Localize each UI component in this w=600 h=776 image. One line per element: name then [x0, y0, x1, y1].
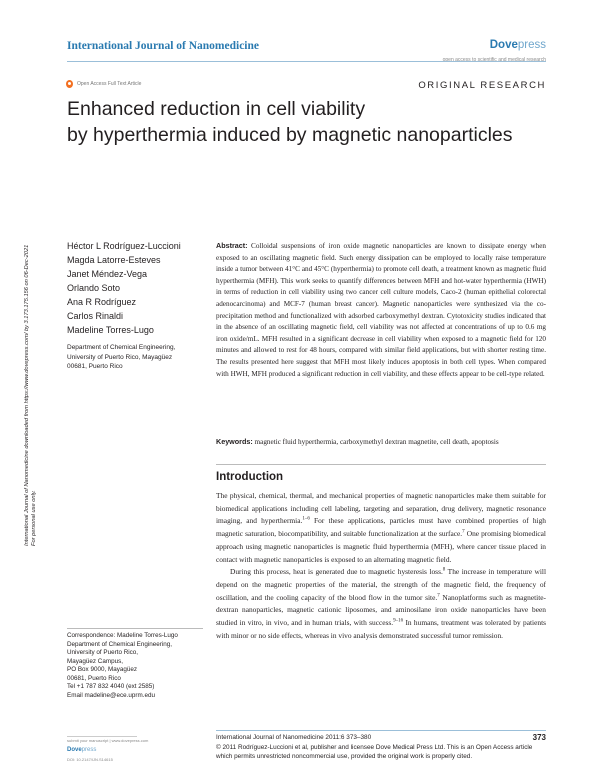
text-run: The physical, chemical, thermal, and mechanical properties of magnetic nanoparticles make them suitable for biomedical applications including cell labeling, targeting and separation, drug delivery, magnetic resonance imaging, and hyperthermia.: [216, 491, 546, 526]
publisher-logo-light: press: [517, 39, 546, 51]
correspondence-line: Department of Chemical Engineering,: [67, 640, 173, 648]
download-stamp: [24, 126, 50, 546]
publisher-tagline: open access to scientific and medical research: [442, 57, 546, 63]
correspondence-divider: [67, 628, 203, 629]
doi[interactable]: DOI: 10.2147/IJN.S14615: [67, 757, 113, 762]
publisher-logo-bold: Dove: [489, 39, 518, 51]
article-title-line-1: Enhanced reduction in cell viability: [67, 98, 366, 120]
abstract-divider: [216, 464, 546, 465]
open-access-badge: [66, 80, 141, 88]
correspondence-line: Mayagüez Campus,: [67, 657, 123, 665]
paragraph: [216, 490, 546, 566]
header-divider: [67, 61, 546, 62]
text-run: During this process, heat is generated due to magnetic hysteresis loss.: [230, 567, 443, 577]
download-stamp-line-2: For personal use only.: [31, 490, 37, 546]
text-run: The increase in temperature will depend on the magnetic properties of the material, the strength of the magnetic field, the frequency of oscillation, and the cooling capacity of the blood flow in the tumor site.: [216, 567, 546, 602]
citation-ref[interactable]: 8: [442, 567, 446, 573]
footer-logo-light: press: [81, 747, 97, 753]
journal-title: International Journal of Nanomedicine: [67, 40, 259, 52]
citation-ref[interactable]: 1–6: [302, 516, 310, 522]
correspondence-line: 00681, Puerto Rico: [67, 674, 121, 682]
keywords: [216, 436, 546, 449]
introduction-body: [216, 490, 546, 642]
correspondence: [67, 632, 207, 700]
author-name: Orlando Soto: [67, 283, 121, 293]
correspondence-line: Tel +1 787 832 4040 (ext 2585): [67, 683, 155, 690]
footer-citation: International Journal of Nanomedicine 2011:6 373–380: [216, 734, 372, 741]
keywords-text: magnetic fluid hyperthermia, carboxymethyl dextran magnetite, cell death, apoptosis: [252, 438, 499, 446]
text-run: For these applications, particles must have combined properties of high magnetic saturation, biocompatibility, and suitable functionalization at the surface.: [216, 516, 547, 539]
download-stamp-line-1: International Journal of Nanomedicine downloaded from https://www.dovepress.com/ by 3.173.175.156 on 06-Dec-2021: [24, 244, 30, 546]
text-run: Nanoplatforms such as magnetite-dextran nanoparticles, magnetic cationic liposomes, and aminosilane iron oxide nanoparticles have been studied in vitro, in vivo, and in human trials, with success.: [216, 592, 546, 628]
section-label: ORIGINAL RESEARCH: [418, 80, 546, 91]
correspondence-line: PO Box 9000, Mayagüez: [67, 666, 138, 673]
correspondence-email[interactable]: Email madeline@ece.uprm.edu: [67, 691, 155, 699]
author-list: [67, 239, 181, 337]
citation-ref[interactable]: 9–16: [393, 618, 404, 624]
author-name: Magda Latorre-Esteves: [67, 255, 161, 265]
abstract-text: Colloidal suspensions of iron oxide magnetic nanoparticles are known to dissipate energy when exposed to an oscillating magnetic field. Such energy dissipation can be employed to locally raise temperature inside a tumor between 41°C and 45°C (hyperthermia) to promote cell death, a treatment known as magnetic fluid hyperthermia (MFH). This work seeks to quantify differences between MFH and hot-water hyperthermia (HWH) in terms of reduction in cell viability using two cancer cell culture models, Caco-2 (human epithelial colorectal adenocarcinoma) and MCF-7 (human breast cancer). Magnetic nanoparticles were synthesized via the co-precipitation method and functionalized with adsorbed carboxymethyl dextran. Cytotoxicity studies indicated that in the absence of an oscillating magnetic field, cell viability was not affected at concentrations of up to 0.6 mg iron oxide/mL. MFH resulted in a significant decrease in cell viability when exposed to a magnetic field for 120 minutes and allowed to rest for 48 hours, compared with similar field applications, but with shorter resting time. The results presented here suggest that MFH most likely induces apoptosis in both cell types. When compared with HWH, MFH produced a significant reduction in cell viability, and these effects appear to be cell-type related.: [216, 242, 546, 378]
abstract-label: Abstract:: [216, 241, 248, 250]
text-run: One promising biomedical approach using magnetic nanoparticles is magnetic fluid hyperthermia (MFH), where cancer tissue placed in contact with magnetic nanoparticles is exposed to an alternating magnetic field.: [216, 529, 546, 564]
license-text: © 2011 Rodríguez-Luccioni et al, publisher and licensee Dove Medical Press Ltd. This is an Open Access article which permits unrestricted noncommercial use, provided the original work is properly cited.: [216, 744, 533, 760]
footer-left-divider: [67, 736, 137, 737]
footer-logo-bold: Dove: [67, 747, 82, 753]
article-title-line-2: by hyperthermia induced by magnetic nanoparticles: [67, 124, 513, 146]
author-name: Héctor L Rodríguez-Luccioni: [67, 241, 181, 251]
correspondence-line: Correspondence: Madeline Torres-Lugo: [67, 632, 178, 639]
page-number: 373: [532, 733, 546, 742]
author-name: Janet Méndez-Vega: [67, 269, 148, 279]
article-title: [67, 96, 547, 148]
author-name: Carlos Rinaldi: [67, 311, 124, 321]
footer-divider: [216, 730, 546, 731]
section-heading: Introduction: [216, 471, 284, 483]
author-name: Madeline Torres-Lugo: [67, 325, 154, 335]
abstract: [216, 240, 546, 380]
correspondence-line: University of Puerto Rico,: [67, 649, 139, 656]
text-run: In humans, treatment was tolerated by patients with minor or no side effects, whereas in vivo analysis demonstrated successful tumor remission.: [216, 618, 546, 640]
footer-publisher-logo: [67, 747, 96, 753]
affiliation-line: 00681, Puerto Rico: [67, 363, 123, 370]
affiliation-line: Department of Chemical Engineering,: [67, 344, 176, 351]
citation-ref[interactable]: 7: [462, 529, 465, 535]
keywords-label: Keywords:: [216, 437, 253, 446]
affiliation-line: University of Puerto Rico, Mayagüez: [67, 353, 173, 361]
author-name: Ana R Rodríguez: [67, 297, 137, 307]
open-access-icon: [66, 80, 73, 88]
submit-link[interactable]: submit your manuscript | www.dovepress.com: [67, 738, 149, 743]
open-access-label: Open Access Full Text Article: [77, 81, 142, 87]
affiliation: [67, 343, 207, 372]
publisher-logo: [490, 39, 546, 51]
citation-ref[interactable]: 7: [437, 593, 440, 599]
paragraph: [216, 566, 546, 642]
